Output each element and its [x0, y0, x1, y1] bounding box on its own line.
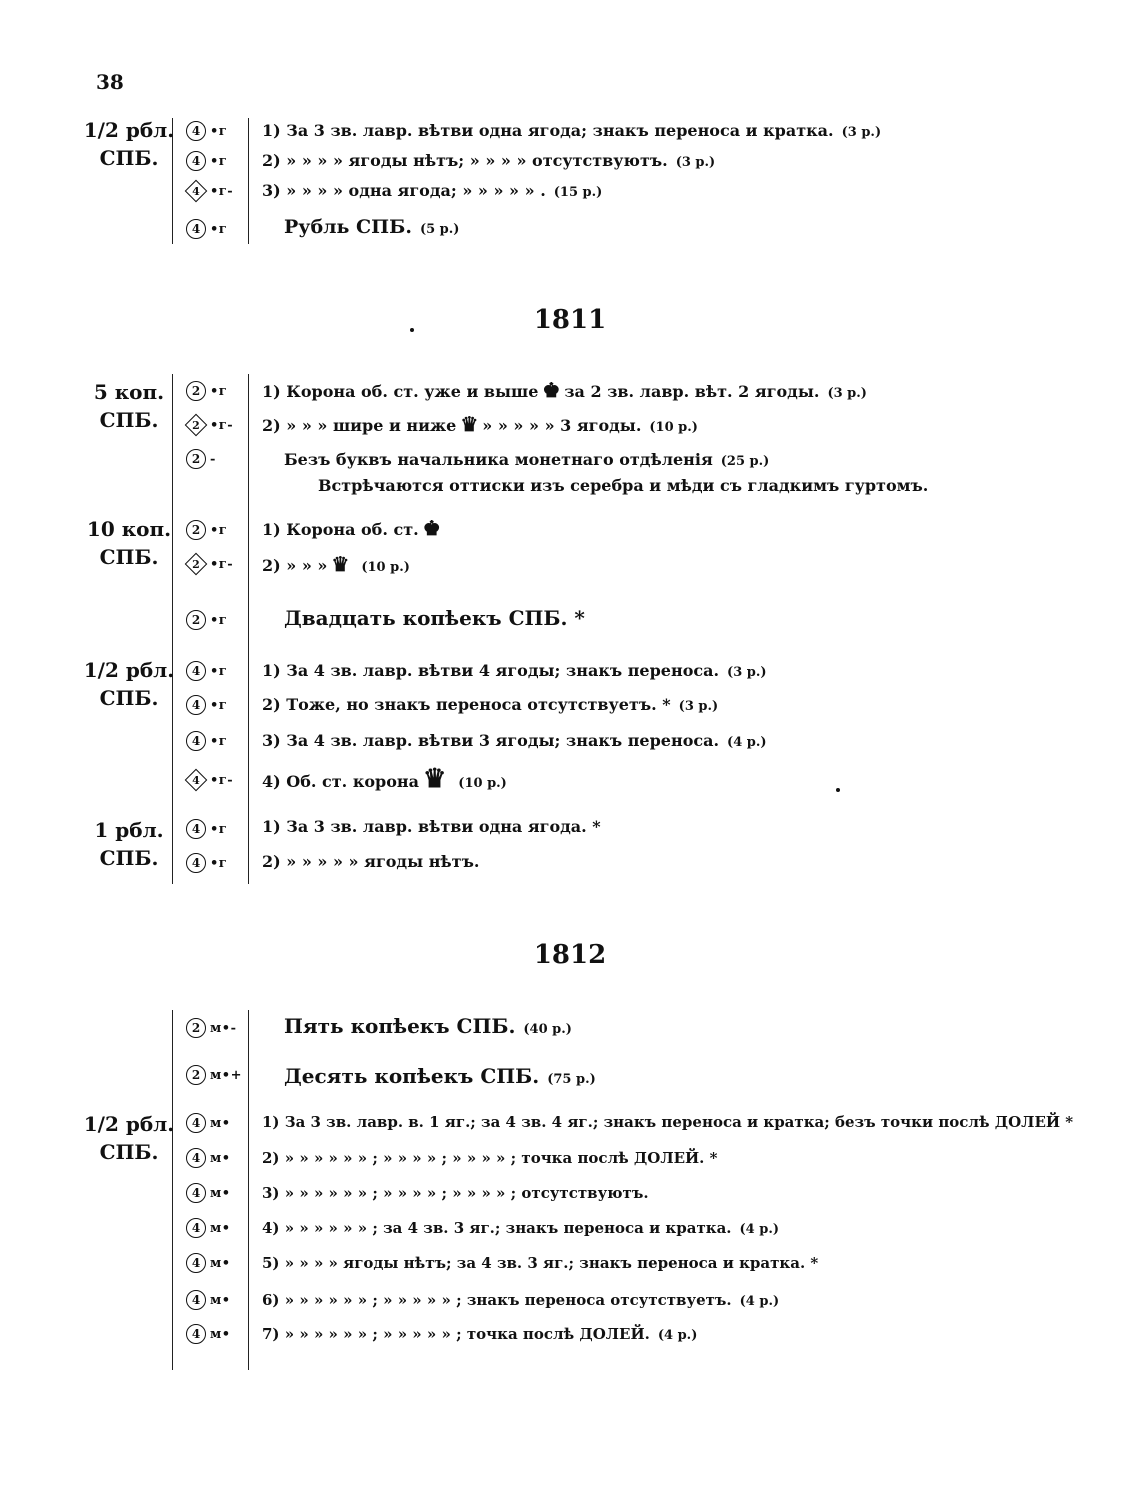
- mint-mark: 2 -: [186, 447, 216, 471]
- coin-name: Рубль СПБ. (5 р.): [284, 216, 460, 238]
- mint-mark: 4 •г: [186, 817, 227, 841]
- mint-mark: 4 м•: [186, 1216, 231, 1240]
- mint-mark: 4 м•: [186, 1111, 231, 1135]
- mint-mark: 2 м•-: [186, 1016, 237, 1040]
- mint-mark: 4 •г: [186, 851, 227, 875]
- mint-mark-rare: 2 •г-: [186, 413, 233, 437]
- variety-description: 2) » » » » » » ; » » » » ; » » » » ; точка послѣ ДОЛЕЙ. *: [262, 1149, 718, 1167]
- denomination-label: 1 рбл. СПБ.: [94, 818, 164, 870]
- mint-mark: 4 •г: [186, 693, 227, 717]
- coin-name: Двадцать копѣекъ СПБ. *: [284, 606, 585, 630]
- mint-mark: 2 •г: [186, 608, 227, 632]
- variety-description: 6) » » » » » » ; » » » » » ; знакъ переноса отсутствуетъ. (4 р.): [262, 1291, 780, 1309]
- crown-icon: ♛: [460, 412, 479, 436]
- variety-description: 2) Тоже, но знакъ переноса отсутствуетъ. * (3 р.): [262, 695, 719, 714]
- denomination-label: 10 коп. СПБ.: [86, 517, 172, 569]
- variety-description: 3) » » » » » » ; » » » » ; » » » » ; отсутствуютъ.: [262, 1184, 649, 1202]
- year-heading-1812: 1812: [533, 940, 607, 970]
- variety-description: 2) » » » ♛ (10 р.): [262, 552, 410, 576]
- crown-icon: ♚: [542, 378, 561, 402]
- mint-mark: 4 м•: [186, 1146, 231, 1170]
- mint-mark-rare: 2 •г-: [186, 552, 233, 576]
- mint-mark: 2 •г: [186, 518, 227, 542]
- mint-mark-rare: 4 •г-: [186, 768, 233, 792]
- variety-description: 1) За 4 зв. лавр. вѣтви 4 ягоды; знакъ переноса. (3 р.): [262, 661, 767, 680]
- denomination-label: 1/2 рбл. СПБ.: [83, 118, 175, 170]
- coin-name: Пять копѣекъ СПБ. (40 р.): [284, 1014, 572, 1038]
- variety-description: 1) Корона об. ст. уже и выше ♚ за 2 зв. лавр. вѣт. 2 ягоды. (3 р.): [262, 378, 867, 402]
- year-heading-1811: 1811: [533, 305, 607, 335]
- mint-mark: 4 •г: [186, 217, 227, 241]
- denomination-label: 1/2 рбл. СПБ.: [83, 1112, 175, 1164]
- print-speck: [836, 788, 840, 792]
- mint-mark: 4 •г: [186, 119, 227, 143]
- variety-description: 4) » » » » » » ; за 4 зв. 3 яг.; знакъ переноса и кратка. (4 р.): [262, 1219, 780, 1237]
- mint-mark-rare: 4 •г-: [186, 179, 233, 203]
- variety-description: 5) » » » » ягоды нѣтъ; за 4 зв. 3 яг.; знакъ переноса и кратка. *: [262, 1254, 819, 1272]
- variety-description: 2) » » » шире и ниже ♛ » » » » » 3 ягоды. (10 р.): [262, 412, 698, 436]
- mint-mark: 4 м•: [186, 1288, 231, 1312]
- mint-mark: 4 м•: [186, 1251, 231, 1275]
- crown-icon: ♚: [422, 516, 441, 540]
- variety-description: 3) » » » » одна ягода; » » » » » . (15 р.): [262, 181, 603, 200]
- page-number: 38: [96, 70, 124, 94]
- footnote: Встрѣчаются оттиски изъ серебра и мѣди съ гладкимъ гуртомъ.: [318, 476, 929, 495]
- variety-description: 3) За 4 зв. лавр. вѣтви 3 ягоды; знакъ переноса. (4 р.): [262, 731, 767, 750]
- mint-mark: 4 м•: [186, 1322, 231, 1346]
- mint-mark: 2 м•+: [186, 1063, 242, 1087]
- variety-description: 1) За 3 зв. лавр. вѣтви одна ягода; знакъ переноса и кратка. (3 р.): [262, 121, 882, 140]
- crown-icon: ♛: [422, 764, 447, 794]
- print-speck: [410, 328, 414, 332]
- coin-name: Десять копѣекъ СПБ. (75 р.): [284, 1064, 596, 1088]
- mint-mark: 4 •г: [186, 149, 227, 173]
- variety-description: 2) » » » » » ягоды нѣтъ.: [262, 852, 480, 871]
- variety-description: 1) За 3 зв. лавр. вѣтви одна ягода. *: [262, 817, 601, 836]
- mint-mark: 4 м•: [186, 1181, 231, 1205]
- variety-description: 4) Об. ст. корона ♛ (10 р.): [262, 764, 507, 794]
- denomination-label: 5 коп. СПБ.: [93, 380, 165, 432]
- variety-description: 1) Корона об. ст. ♚: [262, 516, 441, 540]
- crown-icon: ♛: [331, 552, 350, 576]
- variety-description: 7) » » » » » » ; » » » » » ; точка послѣ ДОЛЕЙ. (4 р.): [262, 1325, 698, 1343]
- denomination-label: 1/2 рбл. СПБ.: [83, 658, 175, 710]
- variety-description: Безъ буквъ начальника монетнаго отдѣленія (25 р.): [284, 450, 770, 469]
- mint-mark: 4 •г: [186, 729, 227, 753]
- variety-description: 1) За 3 зв. лавр. в. 1 яг.; за 4 зв. 4 яг.; знакъ переноса и кратка; безъ точки послѣ ДОЛЕЙ *: [262, 1113, 1074, 1131]
- mint-mark: 2 •г: [186, 379, 227, 403]
- variety-description: 2) » » » » ягоды нѣтъ; » » » » отсутствуютъ. (3 р.): [262, 151, 716, 170]
- mint-mark: 4 •г: [186, 659, 227, 683]
